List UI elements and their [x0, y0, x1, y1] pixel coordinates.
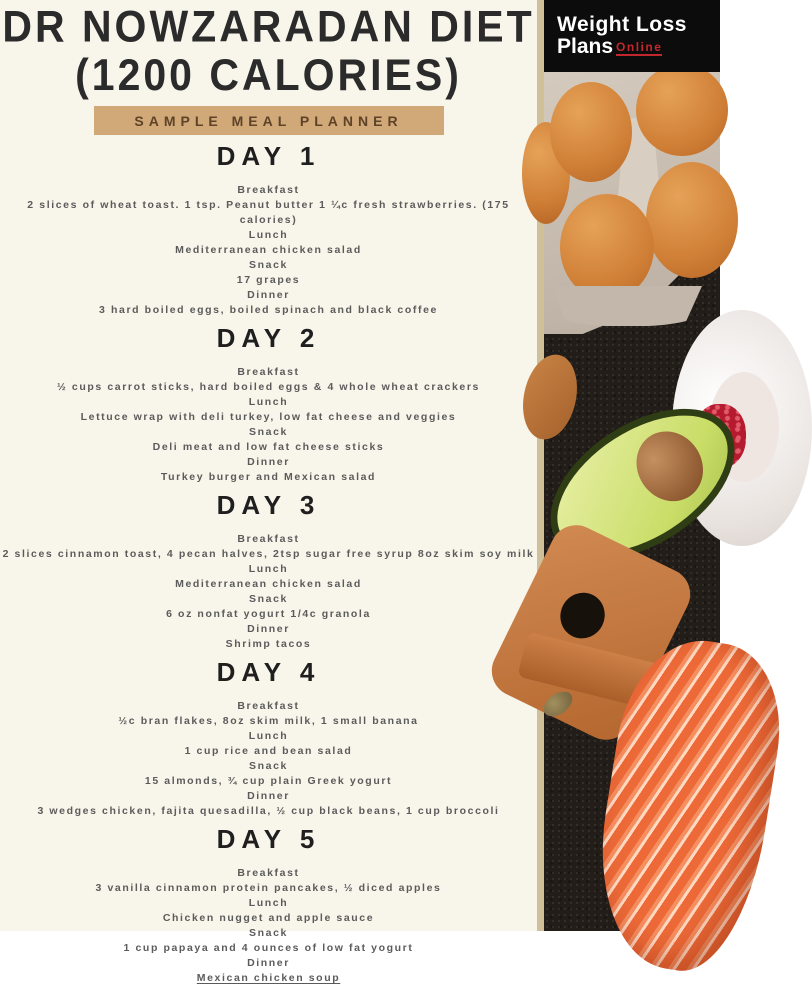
day-heading: DAY 3: [216, 490, 321, 520]
meal-name: Dinner: [247, 623, 290, 635]
meal-name: Snack: [249, 927, 288, 939]
cutting-board-hole: [553, 585, 613, 646]
meal-name: Lunch: [248, 563, 289, 575]
meal-name: Dinner: [247, 456, 290, 468]
logo-text-online: Online: [616, 40, 663, 54]
meal-list: [0, 866, 537, 986]
meal-name: Snack: [249, 593, 288, 605]
day-heading: DAY 1: [216, 141, 321, 171]
meal-items: 1 cup rice and bean salad: [184, 745, 353, 757]
meal-name: Dinner: [247, 790, 290, 802]
meal-items: Mexican chicken soup: [196, 972, 341, 984]
meal-list: [0, 532, 537, 652]
title-line-2: (1200 CALORIES): [75, 49, 462, 100]
day-section: [0, 490, 537, 652]
meal-name: Breakfast: [237, 184, 300, 196]
logo-text-weight-loss: Weight Loss: [557, 13, 687, 36]
meal-items: ½c bran flakes, 8oz skim milk, 1 small banana: [118, 715, 419, 727]
days: [0, 141, 537, 986]
meal-name: Breakfast: [237, 533, 300, 545]
meal-name: Breakfast: [237, 700, 300, 712]
meal-items: 2 slices cinnamon toast, 4 pecan halves, 2tsp sugar free syrup 8oz skim soy milk: [2, 548, 535, 560]
meal-name: Dinner: [247, 289, 290, 301]
meal-items: Lettuce wrap with deli turkey, low fat cheese and veggies: [80, 411, 457, 423]
meal-name: Breakfast: [237, 366, 300, 378]
page-title: [0, 2, 537, 99]
meal-items: 3 hard boiled eggs, boiled spinach and black coffee: [99, 304, 438, 316]
meal-name: Lunch: [248, 229, 289, 241]
meal-items: Chicken nugget and apple sauce: [162, 912, 375, 924]
meal-name: Snack: [249, 259, 288, 271]
meal-items: 1 cup papaya and 4 ounces of low fat yogurt: [123, 942, 414, 954]
title-line-1: DR NOWZARADAN DIET: [2, 1, 535, 52]
meal-name: Breakfast: [237, 867, 300, 879]
day-section: [0, 824, 537, 986]
meal-list: [0, 699, 537, 819]
day-section: [0, 323, 537, 485]
egg-photo: [646, 162, 738, 278]
egg-carton-edge: [552, 286, 702, 326]
meal-name: Lunch: [248, 730, 289, 742]
meal-items: Turkey burger and Mexican salad: [160, 471, 377, 483]
meal-name: Snack: [249, 760, 288, 772]
food-photo-panel: [544, 0, 720, 931]
meal-items: 15 almonds, ¾ cup plain Greek yogurt: [144, 775, 393, 787]
meal-items: 3 vanilla cinnamon protein pancakes, ½ diced apples: [95, 882, 442, 894]
meal-items: Mediterranean chicken salad: [175, 244, 362, 256]
day-section: [0, 657, 537, 819]
egg-photo: [560, 194, 654, 300]
day-section: [0, 141, 537, 318]
brand-logo: [544, 0, 720, 72]
meal-items: 2 slices of wheat toast. 1 tsp. Peanut butter 1 ¼c fresh strawberries. (175 calories): [27, 199, 510, 226]
meal-items: 3 wedges chicken, fajita quesadilla, ½ cup black beans, 1 cup broccoli: [37, 805, 500, 817]
day-heading: DAY 4: [216, 657, 321, 687]
meal-name: Lunch: [248, 897, 289, 909]
meal-name: Snack: [249, 426, 288, 438]
egg-photo: [636, 64, 728, 156]
subtitle-banner: SAMPLE MEAL PLANNER: [94, 106, 444, 135]
meal-list: [0, 365, 537, 485]
meal-list: [0, 183, 537, 318]
egg-photo: [550, 82, 632, 182]
meal-items: 6 oz nonfat yogurt 1/4c granola: [166, 608, 371, 620]
food-photo: [544, 72, 720, 931]
meal-items: Deli meat and low fat cheese sticks: [152, 441, 385, 453]
meal-items: 17 grapes: [236, 274, 301, 286]
meal-name: Dinner: [247, 957, 290, 969]
meal-name: Lunch: [248, 396, 289, 408]
meal-items: Mediterranean chicken salad: [175, 578, 362, 590]
meal-items: ½ cups carrot sticks, hard boiled eggs & 4 whole wheat crackers: [57, 381, 480, 393]
day-heading: DAY 5: [216, 824, 321, 854]
logo-text-plans: Plans: [557, 35, 614, 58]
day-heading: DAY 2: [216, 323, 321, 353]
meal-items: Shrimp tacos: [225, 638, 312, 650]
